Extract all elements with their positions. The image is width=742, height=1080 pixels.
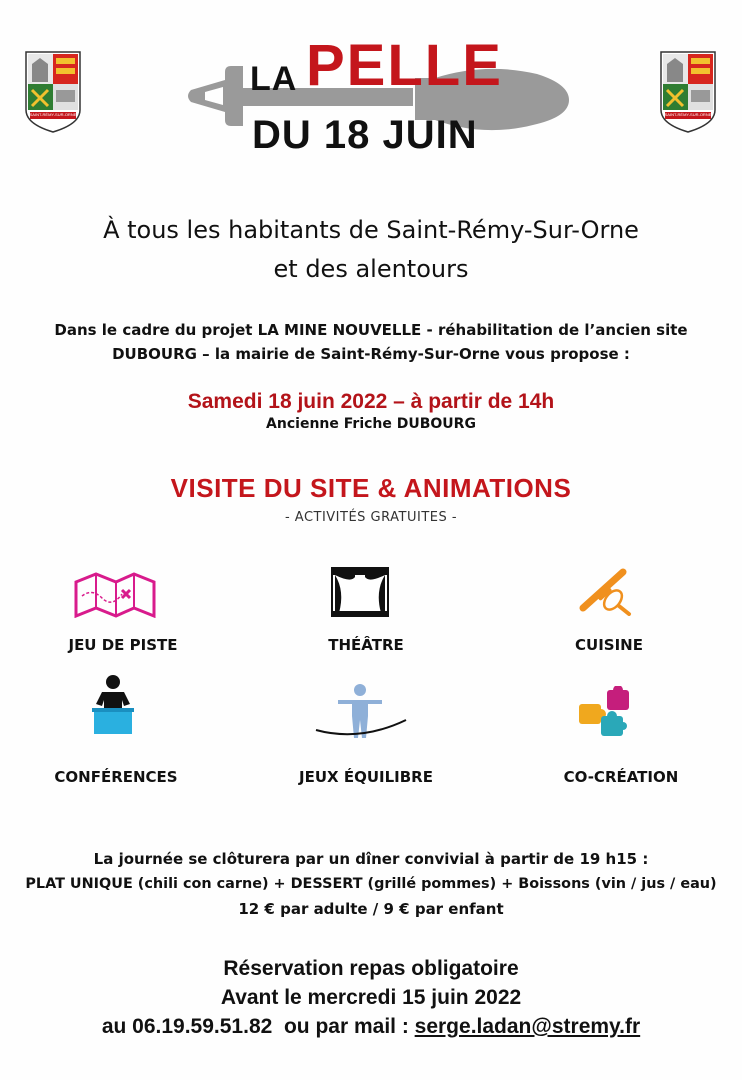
activity-label-jeux-equilibre: JEUX ÉQUILIBRE — [299, 768, 433, 786]
reservation-phone: au 06.19.59.51.82 ou par mail : — [101, 1015, 415, 1038]
program-title: VISITE DU SITE & ANIMATIONS — [170, 473, 572, 503]
activity-label-cuisine: CUISINE — [575, 636, 643, 654]
dinner-line2: PLAT UNIQUE (chili con carne) + DESSERT (grillé pommes) + Boissons (vin / jus / eau) — [25, 876, 717, 892]
program-subtitle: - ACTIVITÉS GRATUITES - — [284, 510, 458, 525]
puzzle-pieces-icon — [575, 686, 637, 747]
reservation-line3 — [0, 1012, 742, 1041]
activity-label-theatre: THÉÂTRE — [328, 636, 404, 654]
crest-right-caption: SAINT-RÉMY-SUR-ORNE — [664, 112, 712, 117]
crest-right-icon — [659, 50, 717, 134]
intro-line2: DUBOURG – la mairie de Saint-Rémy-Sur-Orne vous propose : — [112, 345, 630, 363]
treasure-map-icon — [72, 572, 158, 623]
reservation-line1: Réservation repas obligatoire — [223, 957, 519, 980]
crest-left-icon — [24, 50, 82, 134]
intro-line1: Dans le cadre du projet LA MINE NOUVELLE - réhabilitation de l’ancien site — [54, 321, 688, 339]
activity-label-co-creation: CO-CRÉATION — [563, 768, 679, 786]
reservation-line2: Avant le mercredi 15 juin 2022 — [220, 986, 522, 1009]
dinner-line3: 12 € par adulte / 9 € par enfant — [238, 900, 504, 918]
event-date: Samedi 18 juin 2022 – à partir de 14h — [187, 390, 555, 413]
heading-line2: et des alentours — [273, 255, 469, 283]
email-link[interactable]: serge.ladan@stremy.fr — [414, 1015, 641, 1038]
dinner-line1: La journée se clôturera par un dîner convivial à partir de 19 h15 : — [93, 850, 649, 868]
heading-line1: À tous les habitants de Saint-Rémy-Sur-Orne — [103, 216, 639, 244]
tightrope-walker-icon — [314, 684, 408, 745]
title-pelle: PELLE — [306, 33, 503, 98]
theatre-stage-icon — [331, 567, 389, 622]
title-date: DU 18 JUIN — [252, 113, 478, 157]
title-la: LA — [250, 60, 298, 98]
speaker-podium-icon — [88, 674, 138, 741]
crest-left-caption: SAINT-RÉMY-SUR-ORNE — [29, 112, 77, 117]
activity-label-jeu-de-piste: JEU DE PISTE — [68, 636, 178, 654]
activity-label-conferences: CONFÉRENCES — [54, 768, 178, 786]
event-place: Ancienne Friche DUBOURG — [266, 416, 476, 432]
whisk-rolling-pin-icon — [575, 566, 633, 621]
